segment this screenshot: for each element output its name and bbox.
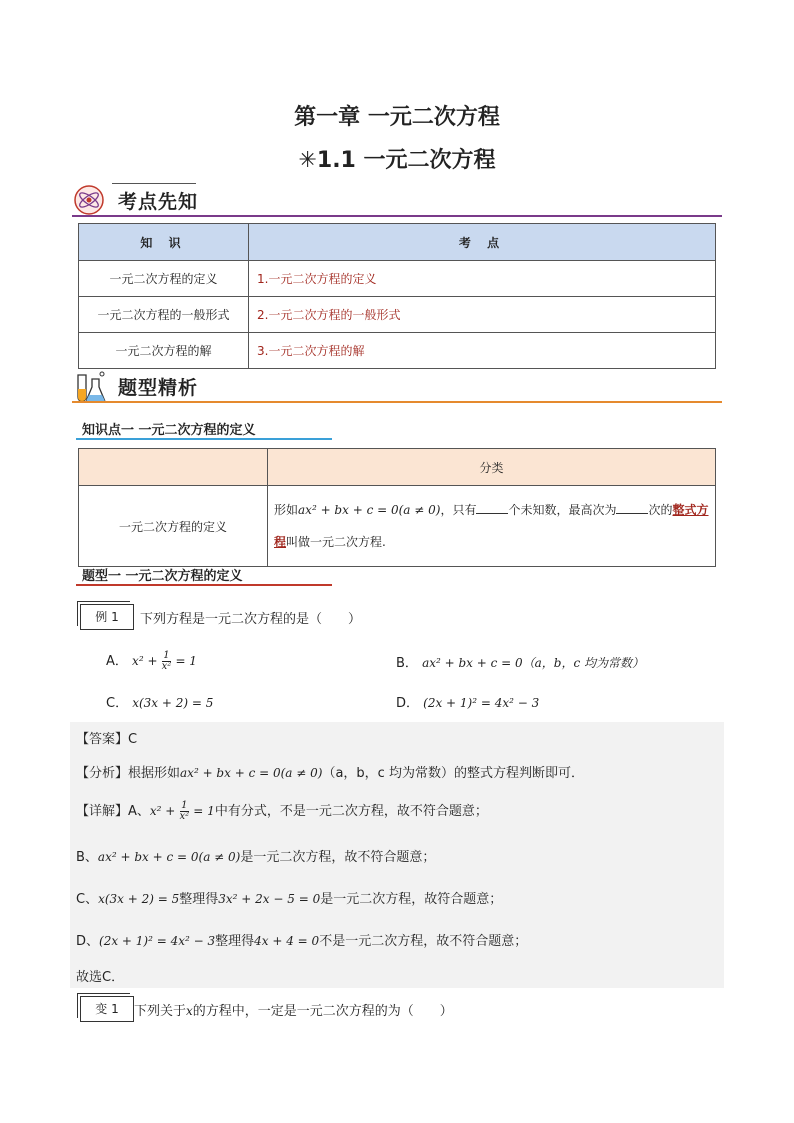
analysis-line: 【分析】根据形如ax² + bx + c = 0(a ≠ 0)（a，b，c 均为常数）的整式方程判断即可． [76,766,584,781]
formula: = 1 [175,654,197,668]
option-label: B． [396,656,418,671]
section-rule [72,215,722,217]
knowledge-cell: 一元二次方程的定义 [79,261,249,297]
section-label: 考点先知 [118,191,199,213]
highlight-term: 整式方程 [274,503,709,549]
section-heading-kaodian [72,183,722,217]
question-type-rule [76,584,332,586]
header-knowledge: 知 识 [79,224,249,261]
variant-question: 下列关于x的方程中，一定是一元二次方程的为（ ） [134,1004,453,1019]
variant-badge: 变 1 [80,996,134,1022]
knowledge-cell: 一元二次方程的一般形式 [79,297,249,333]
answer-line: 【答案】C [76,732,138,747]
flask-icon [72,369,108,405]
text-mid: 次的 [648,503,673,517]
section-heading-tixing [72,369,722,403]
header-point: 考 点 [249,224,716,261]
table-row [79,333,716,369]
option-c[interactable] [106,692,213,711]
knowledge-point-heading: 知识点一 一元二次方程的定义 [82,423,256,438]
conclusion-line: 故选C． [76,970,125,985]
section-title: ✳1.1 一元二次方程 [298,148,496,173]
fill-blank [476,501,508,514]
definition-text [268,486,716,567]
text-mid: 个未知数，最高次为 [508,503,617,517]
empty-header-cell [79,449,268,486]
text-prefix: 形如 [274,503,299,517]
text-mid: ，只有 [440,503,477,517]
heading-top-rule [112,183,196,184]
formula: ax² + bx + c = 0(a ≠ 0) [298,503,441,517]
fraction: $\frac{1}{\text{x²}}$ [161,650,172,672]
option-b[interactable] [396,652,644,671]
point-cell: 2.一元二次方程的一般形式 [249,297,716,333]
formula: x² + [132,654,158,668]
option-label: A． [106,654,128,669]
question-type-heading: 题型一 一元二次方程的定义 [82,569,243,584]
detail-line-b: B、ax² + bx + c = 0(a ≠ 0)是一元二次方程，故不符合题意； [76,850,436,865]
detail-line-d: D、(2x + 1)² = 4x² − 3整理得4x + 4 = 0不是一元二次方程，故不符合题意； [76,934,528,949]
knowledge-cell: 一元二次方程的解 [79,333,249,369]
formula: x(3x + 2) = 5 [132,696,214,710]
section-label: 题型精析 [118,377,199,399]
fraction: $\frac{1}{\text{x²}}$ [179,800,190,822]
definition-label: 一元二次方程的定义 [79,486,268,567]
kaodian-table [78,223,716,369]
answer-block [70,722,724,988]
knowledge-point-rule [76,438,332,440]
option-a[interactable] [106,650,197,672]
header-category: 分类 [268,449,716,486]
example-question: 下列方程是一元二次方程的是（ ） [140,612,362,627]
section-rule [72,401,722,403]
formula: ax² + bx + c = 0（a，b，c 均为常数） [422,656,645,670]
point-cell: 3.一元二次方程的解 [249,333,716,369]
detail-line-c: C、x(3x + 2) = 5整理得3x² + 2x − 5 = 0是一元二次方程，故符合题意； [76,892,503,907]
atom-icon [72,183,108,219]
example-badge: 例 1 [80,604,134,630]
table-row [79,297,716,333]
text-suffix: 叫做一元二次方程. [286,535,386,549]
fill-blank [616,501,648,514]
definition-table [78,448,716,567]
chapter-title: 第一章 一元二次方程 [294,105,500,130]
formula: (2x + 1)² = 4x² − 3 [423,696,540,710]
table-row [79,261,716,297]
option-d[interactable] [396,692,539,711]
option-label: D． [396,696,420,711]
option-label: C． [106,696,129,711]
detail-line-a: 【详解】A、x² + $\frac{1}{\text{x²}}$ = 1中有分式，不是一元二次方程，故不符合题意； [76,800,488,822]
point-cell: 1.一元二次方程的定义 [249,261,716,297]
